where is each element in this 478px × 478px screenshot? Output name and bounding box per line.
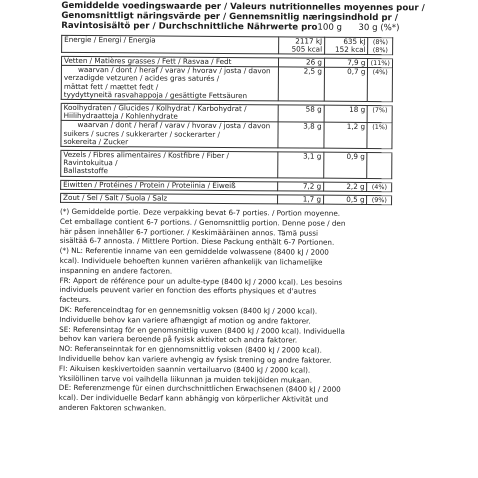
protein-100g: 7,2 g (278, 182, 324, 192)
footnote-line: Yksilöllinen tarve voi vaihdella liikunnan ja muiden tekijöiden mukaan. (58, 373, 313, 385)
footnote-line: inspanning en andere factoren. (59, 265, 173, 276)
protein-label: Eiwitten / Protéines / Protein / Proteiinia / Eiweiß (61, 180, 279, 191)
footnote-line: anderen Faktoren schwanken. (58, 402, 167, 413)
saturates-label-4: tyydyttyneitä rasvahappoja / gesättigte Fettsäuren (63, 89, 248, 100)
footnote-line: SE: Referensintag för en genomsnittlig vuxen (8400 kJ / 2000 kcal). Individuella (59, 324, 345, 336)
saturates-label-1: waarvan / dont / heraf / varav / hvorav / josta / davon (77, 65, 271, 76)
energy-100g-kcal: 505 kcal (291, 44, 323, 54)
footnote-line: (*) Gemiddelde portie. Deze verpakking bevat 6-7 porties. / Portion moyenne. (59, 206, 341, 218)
nutrition-table (60, 34, 393, 205)
header-line-3: Ravintosisältö per / Durchschnittliche Nährwerte pro (61, 21, 318, 34)
carbs-100g: 58 g (279, 105, 325, 123)
saturates-pct: (4%) (368, 68, 393, 102)
energy-100g-kj: 2117 kJ (295, 36, 323, 46)
salt-100g: 1,7 g (278, 195, 324, 205)
header-row-3 (61, 21, 400, 34)
footnote-line: DK: Referenceindtag for en gennemsnitlig voksen (8400 kJ / 2000 kcal). (59, 304, 318, 316)
sugars-30g: 1,2 g (324, 123, 368, 149)
fiber-pct (367, 153, 392, 179)
carbs-pct: (7%) (368, 106, 393, 124)
footnote-line: behov kan variera beroende på fysisk aktivitet och andra faktorer. (59, 334, 298, 345)
sugars-pct: (1%) (367, 123, 392, 149)
header-line-1: Gemiddelde voedingswaarde per / Valeurs nutritionnelles moyennes pour / (61, 0, 425, 14)
carbs-label-1: Koolhydraten / Glucides / Kolhydrat / Karbohydrat / (63, 102, 247, 114)
row-fiber (61, 150, 392, 178)
fiber-label-2: Ballaststoffe (63, 166, 108, 176)
footnote-line: Cet emballage contient 6-7 portions. / Genomsnittlig portion. Denne pose / den (59, 216, 346, 228)
footnote-line: individuels peuvent varier en fonction des efforts physiques et d'autres (59, 285, 317, 297)
row-energy (62, 35, 393, 55)
salt-pct: (9%) (367, 195, 392, 204)
footnote-line: Individuelle behov kan variere afhængigt af motion og andre faktorer. (59, 314, 311, 326)
sugars-100g: 3,8 g (278, 122, 324, 148)
column-pct: (%*) (380, 23, 400, 34)
footnotes (59, 207, 392, 415)
footnote-line: FR: Apport de référence pour un adulte-type (8400 kJ / 2000 kcal). Les besoins (59, 275, 343, 287)
saturates-label-2: verzadigde vetzuren / acides gras saturés / (63, 73, 220, 84)
energy-pct-kcal: (8%) (372, 45, 388, 54)
header-columns (317, 23, 399, 34)
footnote-line: kcal). Der individuelle Bedarf kann abhängig von körperlicher Aktivität und (58, 393, 329, 404)
sugars-label-1: waarvan / dont / heraf / varav / hvorav / josta / davon (77, 120, 271, 131)
energy-pct-kj: (8%) (372, 37, 388, 46)
protein-30g: 2,2 g (324, 182, 368, 192)
footnote-line: Individuelle behov kan variere avhengig av fysisk trening og andre faktorer. (58, 353, 332, 365)
fiber-label-1: Vezels / Fibres alimentaires / Kostfibre / Fiber / Ravintokuitua / (63, 149, 229, 168)
footnote-line: FI: Aikuisen keskivertoiden saannin vertailuarvo (8400 kJ / 2000 kcal). (58, 363, 311, 375)
nutrition-header (61, 0, 425, 34)
header-line-2: Genomsnittligt näringsvärde per / Gennemsnitlig næringsindhold pr / (61, 11, 398, 24)
sugars-label-3: sokereita / Zucker (63, 136, 129, 147)
column-100g: 100 g (317, 23, 343, 34)
fiber-100g: 3,1 g (278, 152, 324, 178)
footnote-line: (*) NL: Referentie inname van een gemiddelde volwassene (8400 kJ / 2000 (59, 246, 329, 257)
footnote-line: sisältää 6-7 annosta. / Mittlere Portion. Diese Packung enthält 6-7 Portionen. (59, 236, 335, 248)
saturates-30g: 0,7 g (324, 67, 368, 101)
footnote-line: DE: Referenzmenge für einen durchschnittlichen Erwachsenen (8400 kJ / 2000 (58, 383, 341, 395)
column-30g: 30 g (358, 23, 378, 34)
protein-pct: (4%) (367, 182, 392, 191)
fiber-30g: 0,9 g (324, 152, 368, 178)
saturates-100g: 2,5 g (279, 67, 325, 101)
sugars-label-2: suikers / sucres / sukkerarter / sockerarter / (63, 128, 220, 139)
carbs-30g: 18 g (324, 105, 368, 123)
nutrition-label (58, 0, 425, 415)
footnote-line: facteurs. (59, 295, 92, 305)
fat-label: Vetten / Matières grasses / Fett / Rasvaa / Fedt (61, 56, 279, 67)
row-sugars (61, 121, 392, 149)
footnote-line: här påsen innehåller 6-7 portioner. / Keskimääräinen annos. Tämä pussi (59, 226, 319, 238)
fat-100g: 26 g (279, 58, 325, 68)
energy-label: Energie / Energi / Energia (62, 35, 280, 54)
saturates-label-3: mättat fett / mættet fedt / (63, 81, 159, 92)
energy-30g-kj: 635 kJ (343, 36, 366, 46)
row-salt (61, 193, 392, 205)
salt-label: Zout / Sel / Salt / Suola / Salz (61, 193, 279, 204)
footnote-line: kcal). Individuele behoeften kunnen variëren afhankelijk van lichamelijke (59, 255, 323, 267)
salt-30g: 0,5 g (324, 195, 368, 205)
fat-pct: (11%) (368, 59, 393, 68)
footnote-line: NO: Referanseinntak for en gjennomsnittlig voksen (8400 kJ / 2000 kcal). (58, 344, 322, 355)
fat-30g: 7,9 g (324, 58, 368, 68)
energy-30g-kcal: 152 kcal (335, 44, 366, 54)
carbs-label-2: Hiilihydraatteja / Kohlenhydrate (63, 111, 178, 121)
row-saturates (61, 66, 392, 102)
